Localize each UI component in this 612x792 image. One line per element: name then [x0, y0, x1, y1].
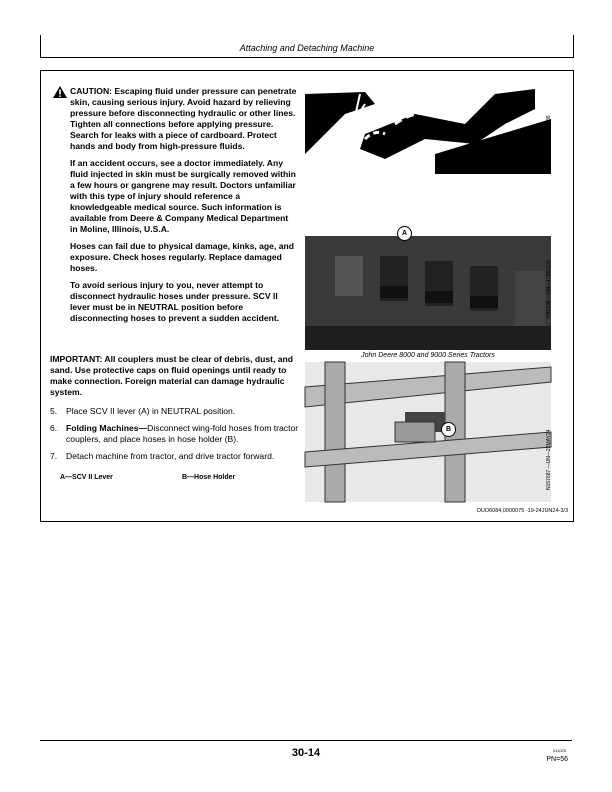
footer-rule [40, 740, 572, 741]
hand-with-hose-drawing [305, 84, 551, 174]
warning-triangle-icon [53, 86, 67, 98]
image-code-2: H49108 —UN—17DEC01 [546, 260, 552, 318]
pn-number: PN=56 [546, 756, 568, 763]
important-label: IMPORTANT: [50, 354, 103, 364]
hose-holder-drawing [305, 362, 551, 502]
figure-legend [60, 474, 300, 481]
important-text: All couplers must be clear of debris, dust, and sand. Use protective caps on fluid openings until ready to make connection. Foreign material can damage hydraulic system. [50, 354, 294, 397]
image-caption: John Deere 8000 and 9000 Series Tractors [361, 352, 495, 359]
caution-paragraph-1 [70, 86, 298, 152]
header-frame [40, 35, 574, 58]
hose-holder-illustration [305, 362, 551, 502]
step-7 [50, 451, 300, 462]
image-code-3: N157687 —UN—22MAY24 [546, 429, 552, 490]
step-text: Detach machine from tractor, and drive tractor forward. [66, 451, 275, 461]
callout-a: A [397, 226, 412, 241]
step-list [50, 406, 300, 468]
caution-paragraph-4: To avoid serious injury to you, never attempt to disconnect hydraulic hoses under pressure. SCV II lever must be in NEUTRAL position before disconnecting hoses to prevent a sudden accident. [70, 280, 280, 323]
caution-text-1: Escaping fluid under pressure can penetrate skin, causing serious injury. Avoid hazard by relieving pressure before disconnecting hydraulic or other lines. Tighten all connections before applying pressure. Search for leaks with a piece of cardboard. Protect hands and body from high-pressure fluids. [70, 86, 297, 151]
footer-small-code: 011025 [552, 748, 566, 753]
scv-lever-photo [305, 230, 551, 350]
legend-a: A—SCV II Lever [60, 474, 113, 481]
caution-block [52, 86, 298, 330]
page-number: 30-14 [291, 747, 321, 759]
section-title: Attaching and Detaching Machine [239, 43, 375, 53]
document-code: OUO6084,0000075 -19-24JUN24-3/3 [476, 508, 568, 514]
step-number: 7. [50, 451, 58, 461]
important-note [50, 354, 300, 398]
step-bold: Folding Machines— [66, 423, 148, 433]
caution-paragraph-3: Hoses can fail due to physical damage, kinks, age, and exposure. Check hoses regularly. Replace damaged hoses. [70, 241, 294, 273]
callout-b: B [441, 422, 456, 437]
caution-paragraph-2: If an accident occurs, see a doctor immediately. Any fluid injected in skin must be surgically removed within a few hours or gangrene may result. Doctors unfamiliar with this type of injury should reference a knowledgeable medical source. Such information is available from Deere & Company Medical Department in Moline, Illinois, U.S.A. [70, 158, 296, 234]
step-number: 5. [50, 406, 58, 416]
step-text: Disconnect wing-fold hoses from tractor couplers, and place hoses in hose holder (B). [66, 423, 299, 444]
step-text: Place SCV II lever (A) in NEUTRAL position. [66, 406, 236, 416]
step-5 [50, 406, 300, 417]
step-6 [50, 423, 300, 445]
legend-b: B—Hose Holder [181, 474, 236, 481]
step-number: 6. [50, 423, 58, 433]
fluid-hazard-illustration [305, 84, 551, 174]
caution-label: CAUTION: [70, 86, 113, 96]
image-code-1: X9811 —UN—23AUG88 [546, 115, 552, 170]
scv-levers-drawing [305, 236, 551, 350]
